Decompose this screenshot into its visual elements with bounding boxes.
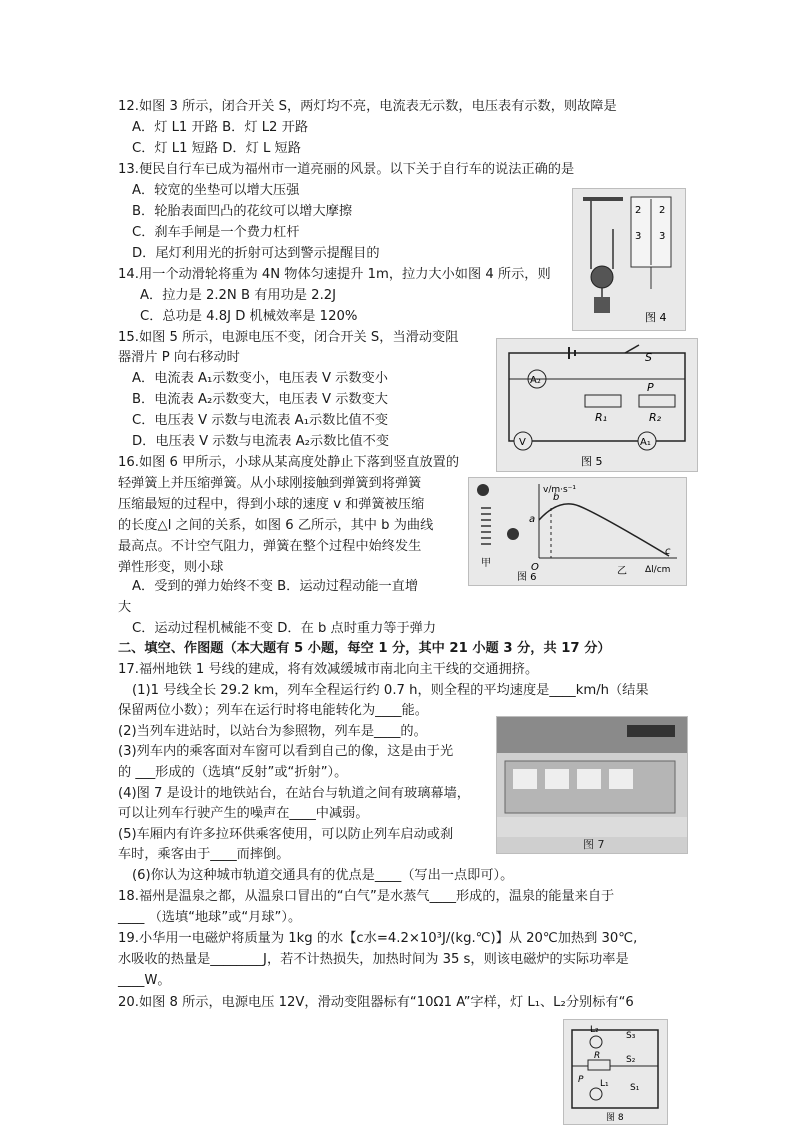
axis-v-label: v/m·s⁻¹ bbox=[543, 485, 577, 495]
point-c: c bbox=[665, 546, 671, 557]
ball-icon bbox=[477, 484, 489, 496]
label-r1: R₁ bbox=[595, 411, 608, 424]
q17-part1-a: (1)1 号线全长 29.2 km，列车全程运行约 0.7 h，则全程的平均速度是____km/h（结果 bbox=[132, 683, 649, 698]
q13-option-b: B．轮胎表面凹凸的花纹可以增大摩擦 bbox=[132, 204, 353, 219]
label-yi: 乙 bbox=[617, 566, 627, 577]
q16-line-4: 的长度△l 之间的关系，如图 6 乙所示，其中 b 为曲线 bbox=[118, 518, 434, 533]
q17-part4-b: 可以让列车行驶产生的噪声在____中减弱。 bbox=[118, 806, 369, 821]
figure-6 bbox=[468, 477, 687, 586]
q17-part5-b: 车时，乘客由于____而摔倒。 bbox=[118, 847, 290, 862]
lamp-l2-icon bbox=[590, 1036, 602, 1048]
label-r2: R₂ bbox=[649, 411, 662, 424]
lamp-l1-icon bbox=[590, 1088, 602, 1100]
q15-option-b: B．电流表 A₂示数变大，电压表 V 示数变大 bbox=[132, 392, 388, 407]
figure-8-caption: 图 8 bbox=[606, 1113, 624, 1123]
rheostat-r2-icon bbox=[639, 395, 675, 407]
figure-4-drawing bbox=[573, 189, 685, 330]
q12-stem: 12.如图 3 所示，闭合开关 S，两灯均不亮，电流表无示数，电压表有示数，则故障是 bbox=[118, 99, 617, 114]
section-heading: 二、填空、作图题（本大题有 5 小题，每空 1 分，其中 21 小题 3 分，共 17 分） bbox=[118, 641, 611, 656]
scale-label-3: 2 bbox=[659, 205, 666, 216]
label-v: V bbox=[519, 437, 526, 448]
q16-options-ab: A．受到的弹力始终不变 B．运动过程动能一直增 bbox=[132, 579, 419, 594]
q16-options-ab-wrap: 大 bbox=[118, 600, 132, 615]
label-jia: 甲 bbox=[481, 558, 491, 569]
label-p: P bbox=[647, 381, 654, 394]
label-s3: S₃ bbox=[626, 1031, 636, 1041]
label-l2: L₂ bbox=[590, 1025, 599, 1035]
q19-line-2: 水吸收的热量是________J，若不计热损失，加热时间为 35 s，则该电磁炉的实际功率是 bbox=[118, 952, 629, 967]
q13-option-c: C．刹车手闸是一个费力杠杆 bbox=[132, 225, 300, 240]
spring-icon bbox=[481, 508, 491, 544]
resistor-r1-icon bbox=[585, 395, 621, 407]
origin-o: O bbox=[531, 562, 539, 573]
q15-option-a: A．电流表 A₁示数变小，电压表 V 示数变小 bbox=[132, 371, 388, 386]
q15-option-c: C．电压表 V 示数与电流表 A₁示数比值不变 bbox=[132, 413, 389, 428]
q17-part6: (6)你认为这种城市轨道交通具有的优点是____（写出一点即可）。 bbox=[132, 868, 514, 883]
switch-icon bbox=[625, 345, 639, 353]
q17-part1-b: 保留两位小数）；列车在运行时将电能转化为____能。 bbox=[118, 703, 428, 718]
q15-stem-2: 器滑片 P 向右移动时 bbox=[118, 350, 240, 365]
q12-options-cd: C．灯 L1 短路 D．灯 L 短路 bbox=[132, 141, 301, 156]
axis-dl-label: Δl/cm bbox=[645, 565, 671, 575]
q16-line-5: 最高点。不计空气阻力，弹簧在整个过程中始终发生 bbox=[118, 539, 422, 554]
figure-7-caption: 图 7 bbox=[583, 838, 605, 851]
q16-line-3: 压缩最短的过程中，得到小球的速度 v 和弹簧被压缩 bbox=[118, 497, 425, 512]
q13-option-a: A．较宽的坐垫可以增大压强 bbox=[132, 183, 300, 198]
label-p: P bbox=[578, 1075, 584, 1085]
scale-label-4: 3 bbox=[659, 231, 666, 242]
weight-block-icon bbox=[594, 297, 610, 313]
q12-options-ab: A．灯 L1 开路 B．灯 L2 开路 bbox=[132, 120, 309, 135]
label-a1: A₁ bbox=[640, 437, 651, 448]
q13-option-d: D．尾灯利用光的折射可达到警示提醒目的 bbox=[132, 246, 380, 261]
figure-6-caption: 图 6 bbox=[517, 572, 537, 583]
q14-options-ab: A．拉力是 2.2N B 有用功是 2.2J bbox=[140, 288, 337, 303]
station-sign-icon bbox=[627, 725, 675, 737]
figure-5-caption: 图 5 bbox=[581, 455, 603, 468]
q17-part3-a: (3)列车内的乘客面对车窗可以看到自己的像，这是由于光 bbox=[118, 744, 454, 759]
label-r: R bbox=[594, 1051, 601, 1061]
figure-8-drawing bbox=[564, 1020, 667, 1124]
ball-on-spring-icon bbox=[507, 528, 519, 540]
q20-line-1: 20.如图 8 所示，电源电压 12V，滑动变阻器标有“10Ω1 A”字样，灯 L₁、L₂分别标有“6 bbox=[118, 995, 634, 1010]
q19-line-1: 19.小华用一电磁炉将质量为 1kg 的水【c水=4.2×10³J/(kg.℃)】从 20℃加热到 30℃, bbox=[118, 931, 638, 946]
q17-stem: 17.福州地铁 1 号线的建成，将有效减缓城市南北向主干线的交通拥挤。 bbox=[118, 662, 539, 677]
q15-option-d: D．电压表 V 示数与电流表 A₂示数比值不变 bbox=[132, 434, 390, 449]
point-b: b bbox=[553, 492, 560, 503]
label-s2: S₂ bbox=[626, 1055, 636, 1065]
scale-label-2: 3 bbox=[635, 231, 642, 242]
figure-6-drawing bbox=[469, 478, 686, 585]
label-a2: A₂ bbox=[530, 375, 541, 386]
velocity-curve bbox=[539, 504, 669, 556]
rheostat-r-icon bbox=[588, 1060, 610, 1070]
q16-line-1: 16.如图 6 甲所示，小球从某高度处静止下落到竖直放置的 bbox=[118, 455, 460, 470]
figure-7-photo bbox=[497, 717, 687, 853]
q14-options-cd: C．总功是 4.8J D 机械效率是 120% bbox=[140, 309, 358, 324]
figure-7 bbox=[496, 716, 688, 854]
q17-part3-b: 的 ___形成的（选填“反射”或“折射”）。 bbox=[118, 765, 348, 780]
q17-part4-a: (4)图 7 是设计的地铁站台，在站台与轨道之间有玻璃幕墙， bbox=[118, 786, 470, 801]
point-a: a bbox=[529, 514, 536, 525]
label-s: S bbox=[645, 351, 652, 364]
figure-8 bbox=[563, 1019, 668, 1125]
pulley-icon bbox=[591, 266, 613, 288]
q14-stem: 14.用一个动滑轮将重为 4N 物体匀速提升 1m，拉力大小如图 4 所示，则 bbox=[118, 267, 551, 282]
q19-line-3: ____W。 bbox=[118, 973, 171, 988]
scale-label-1: 2 bbox=[635, 205, 642, 216]
q13-stem: 13.便民自行车已成为福州市一道亮丽的风景。以下关于自行车的说法正确的是 bbox=[118, 162, 575, 177]
figure-4-caption: 图 4 bbox=[645, 311, 667, 324]
figure-5-drawing bbox=[497, 339, 697, 471]
q18-line-2: ____ （选填“地球”或“月球”）。 bbox=[118, 910, 302, 925]
figure-5 bbox=[496, 338, 698, 472]
q16-line-2: 轻弹簧上并压缩弹簧。从小球刚接触到弹簧到将弹簧 bbox=[118, 476, 422, 491]
q15-stem-1: 15.如图 5 所示，电源电压不变，闭合开关 S，当滑动变阻 bbox=[118, 330, 459, 345]
q16-line-6: 弹性形变，则小球 bbox=[118, 560, 224, 575]
q17-part5-a: (5)车厢内有许多拉环供乘客使用，可以防止列车启动或刹 bbox=[118, 827, 454, 842]
q16-options-cd: C．运动过程机械能不变 D．在 b 点时重力等于弹力 bbox=[132, 621, 437, 636]
q18-line-1: 18.福州是温泉之都，从温泉口冒出的“白气”是水蒸气____形成的，温泉的能量来自于 bbox=[118, 889, 615, 904]
figure-4 bbox=[572, 188, 686, 331]
q17-part2: (2)当列车进站时，以站台为参照物，列车是____的。 bbox=[118, 724, 427, 739]
label-s1: S₁ bbox=[630, 1083, 640, 1093]
label-l1: L₁ bbox=[600, 1079, 609, 1089]
